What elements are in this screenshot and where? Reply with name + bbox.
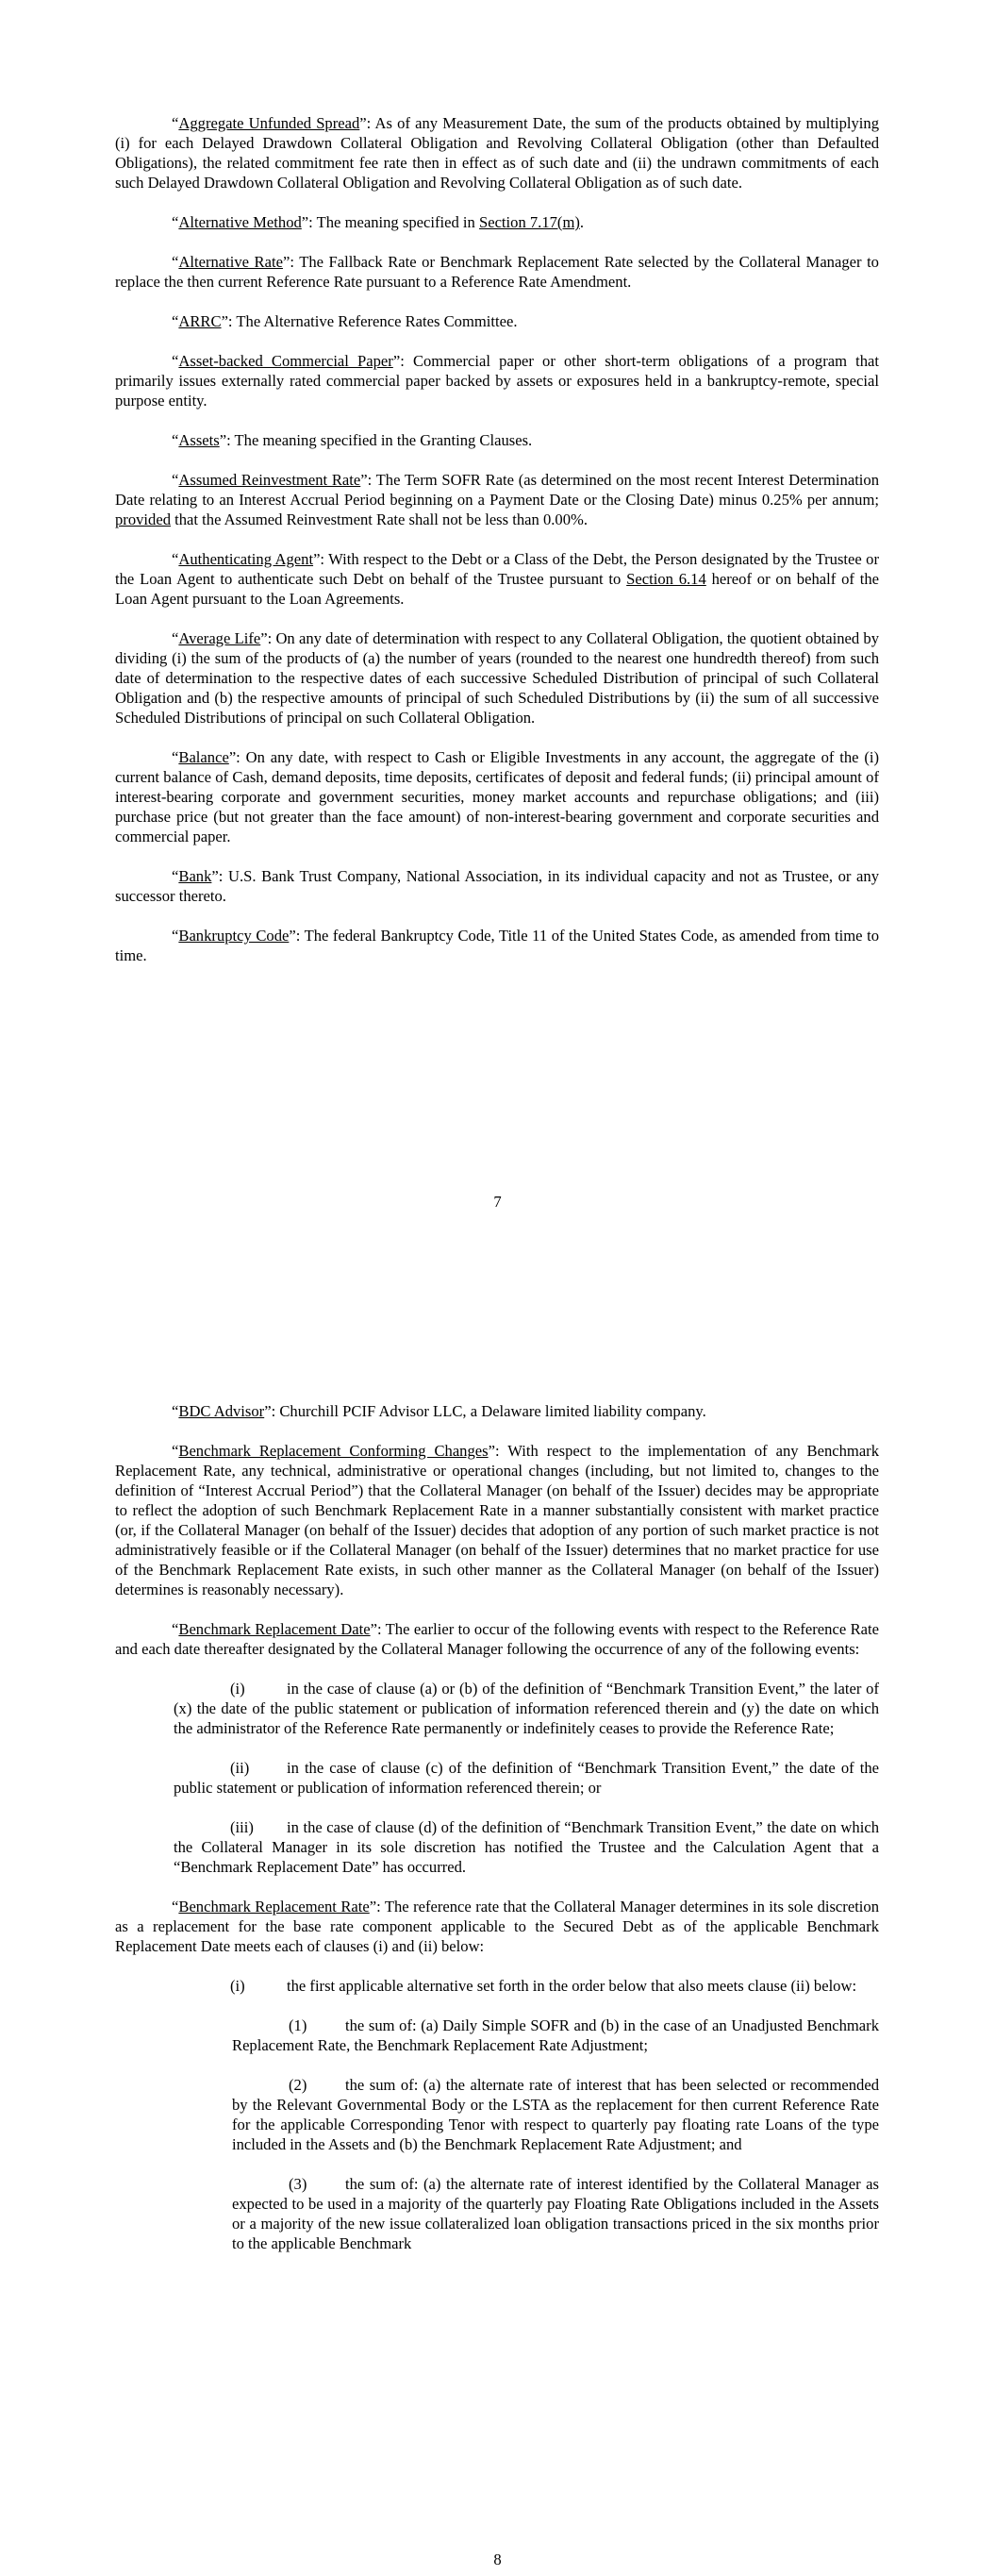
defined-term: Alternative Rate — [178, 253, 283, 271]
subclause-list — [232, 2016, 879, 2253]
definition-arrc: “ARRC”: The Alternative Reference Rates Committee. — [172, 312, 518, 330]
subclause-text: the sum of: (a) the alternate rate of interest identified by the Collateral Manager as expected to be used in a majority of the quarterly pay Floating Rate Obligations included in the Assets or a majority of the new issue collateralized loan obligation transactions priced in the six months prior to the applicable Benchmark — [232, 2175, 879, 2252]
subclause-number: (2) — [289, 2076, 307, 2094]
defined-term: Bank — [178, 867, 212, 885]
subclause-text: the sum of: (a) the alternate rate of interest that has been selected or recommended by the Relevant Governmental Body or the LSTA as the replacement for then current Reference Rate for the applicable Corresponding Tenor with respect to quarterly pay floating rate Loans of the type included in the Assets and (b) the Benchmark Replacement Rate Adjustment; and — [232, 2076, 879, 2153]
clause-list — [174, 1976, 879, 1996]
definition-bdc-advisor: “BDC Advisor”: Churchill PCIF Advisor LLC, a Delaware limited liability company. — [172, 1402, 706, 1420]
defined-term: Average Life — [178, 629, 261, 647]
definition-asset-backed-commercial-paper: “Asset-backed Commercial Paper”: Commercial paper or other short-term obligations of a program that primarily issues externally rated commercial paper backed by assets or exposures held in a bankruptcy-remote, special purpose entity. — [115, 352, 880, 410]
clause-item — [174, 1679, 879, 1738]
defined-term: Authenticating Agent — [178, 550, 314, 568]
definition-text-end: hereof or on behalf of the Loan Agent pursuant to the Loan Agreements. — [115, 570, 879, 608]
clause-number: (i) — [230, 1680, 245, 1698]
definition-assumed-reinvestment-rate: “Assumed Reinvestment Rate”: The Term SOFR Rate (as determined on the most recent Interest Determination Date relating to an Interest Accrual Period beginning on a Payment Date or the Closing Date) minus 0.25% per annum; provided that the Assumed Reinvestment Rate shall not be less than 0.00%. — [115, 471, 880, 528]
defined-term: Asset-backed Commercial Paper — [178, 352, 393, 370]
definition-bank: “Bank”: U.S. Bank Trust Company, National Association, in its individual capacity and not as Trustee, or any successor thereto. — [115, 867, 880, 905]
page-number: 7 — [493, 1193, 502, 1211]
page-number: 8 — [493, 2551, 502, 2568]
definition-text: The reference rate that the Collateral Manager determines in its sole discretion as a replacement for the base rate component applicable to the Secured Debt as of the applicable Benchmark Replacement Date meets each of clauses (i) and (ii) below: — [115, 1898, 880, 1955]
definition-alternative-method: “Alternative Method”: The meaning specified in Section 7.17(m). — [172, 213, 585, 231]
defined-term: BDC Advisor — [178, 1402, 265, 1420]
definition-alternative-rate: “Alternative Rate”: The Fallback Rate or Benchmark Replacement Rate selected by the Collateral Manager to replace the then current Reference Rate pursuant to a Reference Rate Amendment. — [115, 253, 879, 291]
definition-aggregate-unfunded-spread: “Aggregate Unfunded Spread”: As of any Measurement Date, the sum of the products obtained by multiplying (i) for each Delayed Drawdown Collateral Obligation and Revolving Collateral Obligation (other than Defaulted Obligations), the related commitment fee rate then in effect as of such date and (ii) the undrawn commitments of each such Delayed Drawdown Collateral Obligation and Revolving Collateral Obligation as of such date. — [115, 114, 880, 192]
definition-text: The Alternative Reference Rates Committee. — [236, 312, 518, 330]
definition-benchmark-replacement-date: “Benchmark Replacement Date”: The earlier to occur of the following events with respect to the Reference Rate and each date thereafter designated by the Collateral Manager following the occurrence of any of the following events: — [115, 1620, 880, 1658]
definition-text: The Fallback Rate or Benchmark Replacement Rate selected by the Collateral Manager to replace the then current Reference Rate pursuant to a Reference Rate Amendment. — [115, 253, 879, 291]
defined-term: Alternative Method — [178, 213, 302, 231]
definition-text: With respect to the implementation of any Benchmark Replacement Rate, any technical, administrative or operational changes (including, but not limited to, changes to the definition of “Interest Accrual Period”) that the Collateral Manager (on behalf of the Issuer) decides may be appropriate to reflect the adoption of such Benchmark Replacement Rate in a manner substantially consistent with market practice (or, if the Collateral Manager (on behalf of the Issuer) decides that adoption of any portion of such market practice is not administratively feasible or if the Collateral Manager (on behalf of the Issuer) determines that no market practice for use of the Benchmark Replacement Rate exists, in such other manner as the Collateral Manager (on behalf of the Issuer) determines is reasonably necessary). — [115, 1442, 880, 1598]
clause-number: (i) — [230, 1977, 245, 1995]
definition-text-end: that the Assumed Reinvestment Rate shall not be less than 0.00%. — [171, 510, 588, 528]
definition-text: The meaning specified in — [316, 213, 479, 231]
definition-text: The federal Bankruptcy Code, Title 11 of the United States Code, as amended from time to time. — [115, 927, 879, 964]
clause-text: in the case of clause (c) of the definition of “Benchmark Transition Event,” the date of the public statement or publication of information referenced therein; or — [174, 1759, 879, 1797]
provided-keyword: provided — [115, 510, 171, 528]
definition-text-end: . — [579, 213, 585, 231]
section-reference: Section 6.14 — [626, 570, 706, 588]
definition-text: The Term SOFR Rate (as determined on the most recent Interest Determination Date relating to an Interest Accrual Period beginning on a Payment Date or the Closing Date) minus 0.25% per annum; — [115, 471, 880, 509]
subclause-number: (3) — [289, 2175, 307, 2193]
definition-benchmark-replacement-rate: “Benchmark Replacement Rate”: The reference rate that the Collateral Manager determines in its sole discretion as a replacement for the base rate component applicable to the Secured Debt as of the applicable Benchmark Replacement Date meets each of clauses (i) and (ii) below: — [115, 1898, 880, 1955]
defined-term: Assets — [178, 431, 220, 449]
defined-term: ARRC — [178, 312, 222, 330]
page-7-body — [115, 113, 879, 985]
defined-term: Benchmark Replacement Conforming Changes — [178, 1442, 489, 1460]
definition-text: With respect to the Debt or a Class of the Debt, the Person designated by the Trustee or the Loan Agent to authenticate such Debt on behalf of the Trustee pursuant to — [115, 550, 879, 588]
definition-text: The earlier to occur of the following events with respect to the Reference Rate and each date thereafter designated by the Collateral Manager following the occurrence of any of the following events: — [115, 1620, 880, 1658]
page-8 — [0, 1288, 995, 2576]
subclause-item — [232, 2016, 879, 2055]
section-reference: Section 7.17(m) — [478, 213, 580, 231]
page-8-body — [115, 1401, 879, 2273]
defined-term: Assumed Reinvestment Rate — [178, 471, 361, 489]
clause-text: in the case of clause (a) or (b) of the definition of “Benchmark Transition Event,” the later of (x) the date of the public statement or publication of information referenced therein and (y) the date on which the administrator of the Reference Rate permanently or indefinitely ceases to provide the Reference Rate; — [174, 1680, 879, 1737]
definition-bankruptcy-code: “Bankruptcy Code”: The federal Bankruptcy Code, Title 11 of the United States Code, as amended from time to time. — [115, 927, 879, 964]
definition-text: On any date of determination with respect to any Collateral Obligation, the quotient obtained by dividing (i) the sum of the products of (a) the number of years (rounded to the nearest one hundredth thereof) from such date of determination to the respective dates of each successive Scheduled Distribution of principal of such Collateral Obligation and (b) the respective amounts of principal of such Scheduled Distributions by (ii) the sum of all successive Scheduled Distributions of principal on such Collateral Obligation. — [115, 629, 879, 727]
clause-text: in the case of clause (d) of the definition of “Benchmark Transition Event,” the date on which the Collateral Manager in its sole discretion has notified the Trustee and the Calculation Agent that a “Benchmark Replacement Date” has occurred. — [174, 1818, 879, 1876]
definition-balance: “Balance”: On any date, with respect to Cash or Eligible Investments in any account, the aggregate of the (i) current balance of Cash, demand deposits, time deposits, certificates of deposit and federal funds; (ii) principal amount of interest-bearing corporate and government securities, money market accounts and repurchase obligations; and (iii) purchase price (but not greater than the face amount) of non-interest-bearing government and corporate securities and commercial paper. — [115, 748, 879, 845]
defined-term: Aggregate Unfunded Spread — [178, 114, 360, 132]
definition-text: Commercial paper or other short-term obligations of a program that primarily issues externally rated commercial paper backed by assets or exposures held in a bankruptcy-remote, special purpose entity. — [115, 352, 880, 410]
definition-text: As of any Measurement Date, the sum of the products obtained by multiplying (i) for each Delayed Drawdown Collateral Obligation and Revolving Collateral Obligation (other than Defaulted Obligations), the related commitment fee rate then in effect as of such date and (ii) the undrawn commitments of each such Delayed Drawdown Collateral Obligation and Revolving Collateral Obligation as of such date. — [115, 114, 880, 192]
definition-text: Churchill PCIF Advisor LLC, a Delaware limited liability company. — [279, 1402, 706, 1420]
definition-average-life: “Average Life”: On any date of determination with respect to any Collateral Obligation, the quotient obtained by dividing (i) the sum of the products of (a) the number of years (rounded to the nearest one hundredth thereof) from such date of determination to the respective dates of each successive Scheduled Distribution of principal of such Collateral Obligation and (b) the respective amounts of principal of such Scheduled Distributions by (ii) the sum of all successive Scheduled Distributions of principal on such Collateral Obligation. — [115, 629, 879, 727]
clause-list — [174, 1679, 879, 1877]
subclause-text: the sum of: (a) Daily Simple SOFR and (b) in the case of an Unadjusted Benchmark Replacement Rate, the Benchmark Replacement Rate Adjustment; — [232, 2016, 879, 2054]
subclause-item — [232, 2174, 879, 2253]
clause-number: (ii) — [230, 1759, 250, 1777]
definition-authenticating-agent: “Authenticating Agent”: With respect to the Debt or a Class of the Debt, the Person designated by the Trustee or the Loan Agent to authenticate such Debt on behalf of the Trustee pursuant to Section 6.14 hereof or on behalf of the Loan Agent pursuant to the Loan Agreements. — [115, 550, 879, 608]
defined-term: Bankruptcy Code — [178, 927, 290, 945]
definition-assets: “Assets”: The meaning specified in the Granting Clauses. — [172, 431, 533, 449]
defined-term: Benchmark Replacement Date — [178, 1620, 371, 1638]
clause-item — [174, 1758, 879, 1798]
clause-text: the first applicable alternative set forth in the order below that also meets clause (ii) below: — [287, 1977, 857, 1995]
definition-text: On any date, with respect to Cash or Eligible Investments in any account, the aggregate of the (i) current balance of Cash, demand deposits, time deposits, certificates of deposit and federal funds; (ii) principal amount of interest-bearing corporate and government securities, money market accounts and repurchase obligations; and (iii) purchase price (but not greater than the face amount) of non-interest-bearing government and corporate securities and commercial paper. — [115, 748, 879, 845]
clause-number: (iii) — [230, 1818, 254, 1836]
clause-item — [174, 1976, 879, 1996]
clause-item — [174, 1817, 879, 1877]
subclause-number: (1) — [289, 2016, 307, 2034]
definition-text: U.S. Bank Trust Company, National Association, in its individual capacity and not as Trustee, or any successor thereto. — [115, 867, 880, 905]
defined-term: Balance — [178, 748, 229, 766]
definition-text: The meaning specified in the Granting Clauses. — [234, 431, 533, 449]
definition-benchmark-replacement-conforming-changes: “Benchmark Replacement Conforming Changes”: With respect to the implementation of any Benchmark Replacement Rate, any technical, administrative or operational changes (including, but not limited to, changes to the definition of “Interest Accrual Period”) that the Collateral Manager (on behalf of the Issuer) decides may be appropriate to reflect the adoption of such Benchmark Replacement Rate in a manner substantially consistent with market practice (or, if the Collateral Manager (on behalf of the Issuer) decides that adoption of any portion of such market practice is not administratively feasible or if the Collateral Manager (on behalf of the Issuer) determines that no market practice for use of the Benchmark Replacement Rate exists, in such other manner as the Collateral Manager (on behalf of the Issuer) determines is reasonably necessary). — [115, 1442, 880, 1598]
defined-term: Benchmark Replacement Rate — [178, 1898, 370, 1915]
subclause-item — [232, 2075, 879, 2154]
